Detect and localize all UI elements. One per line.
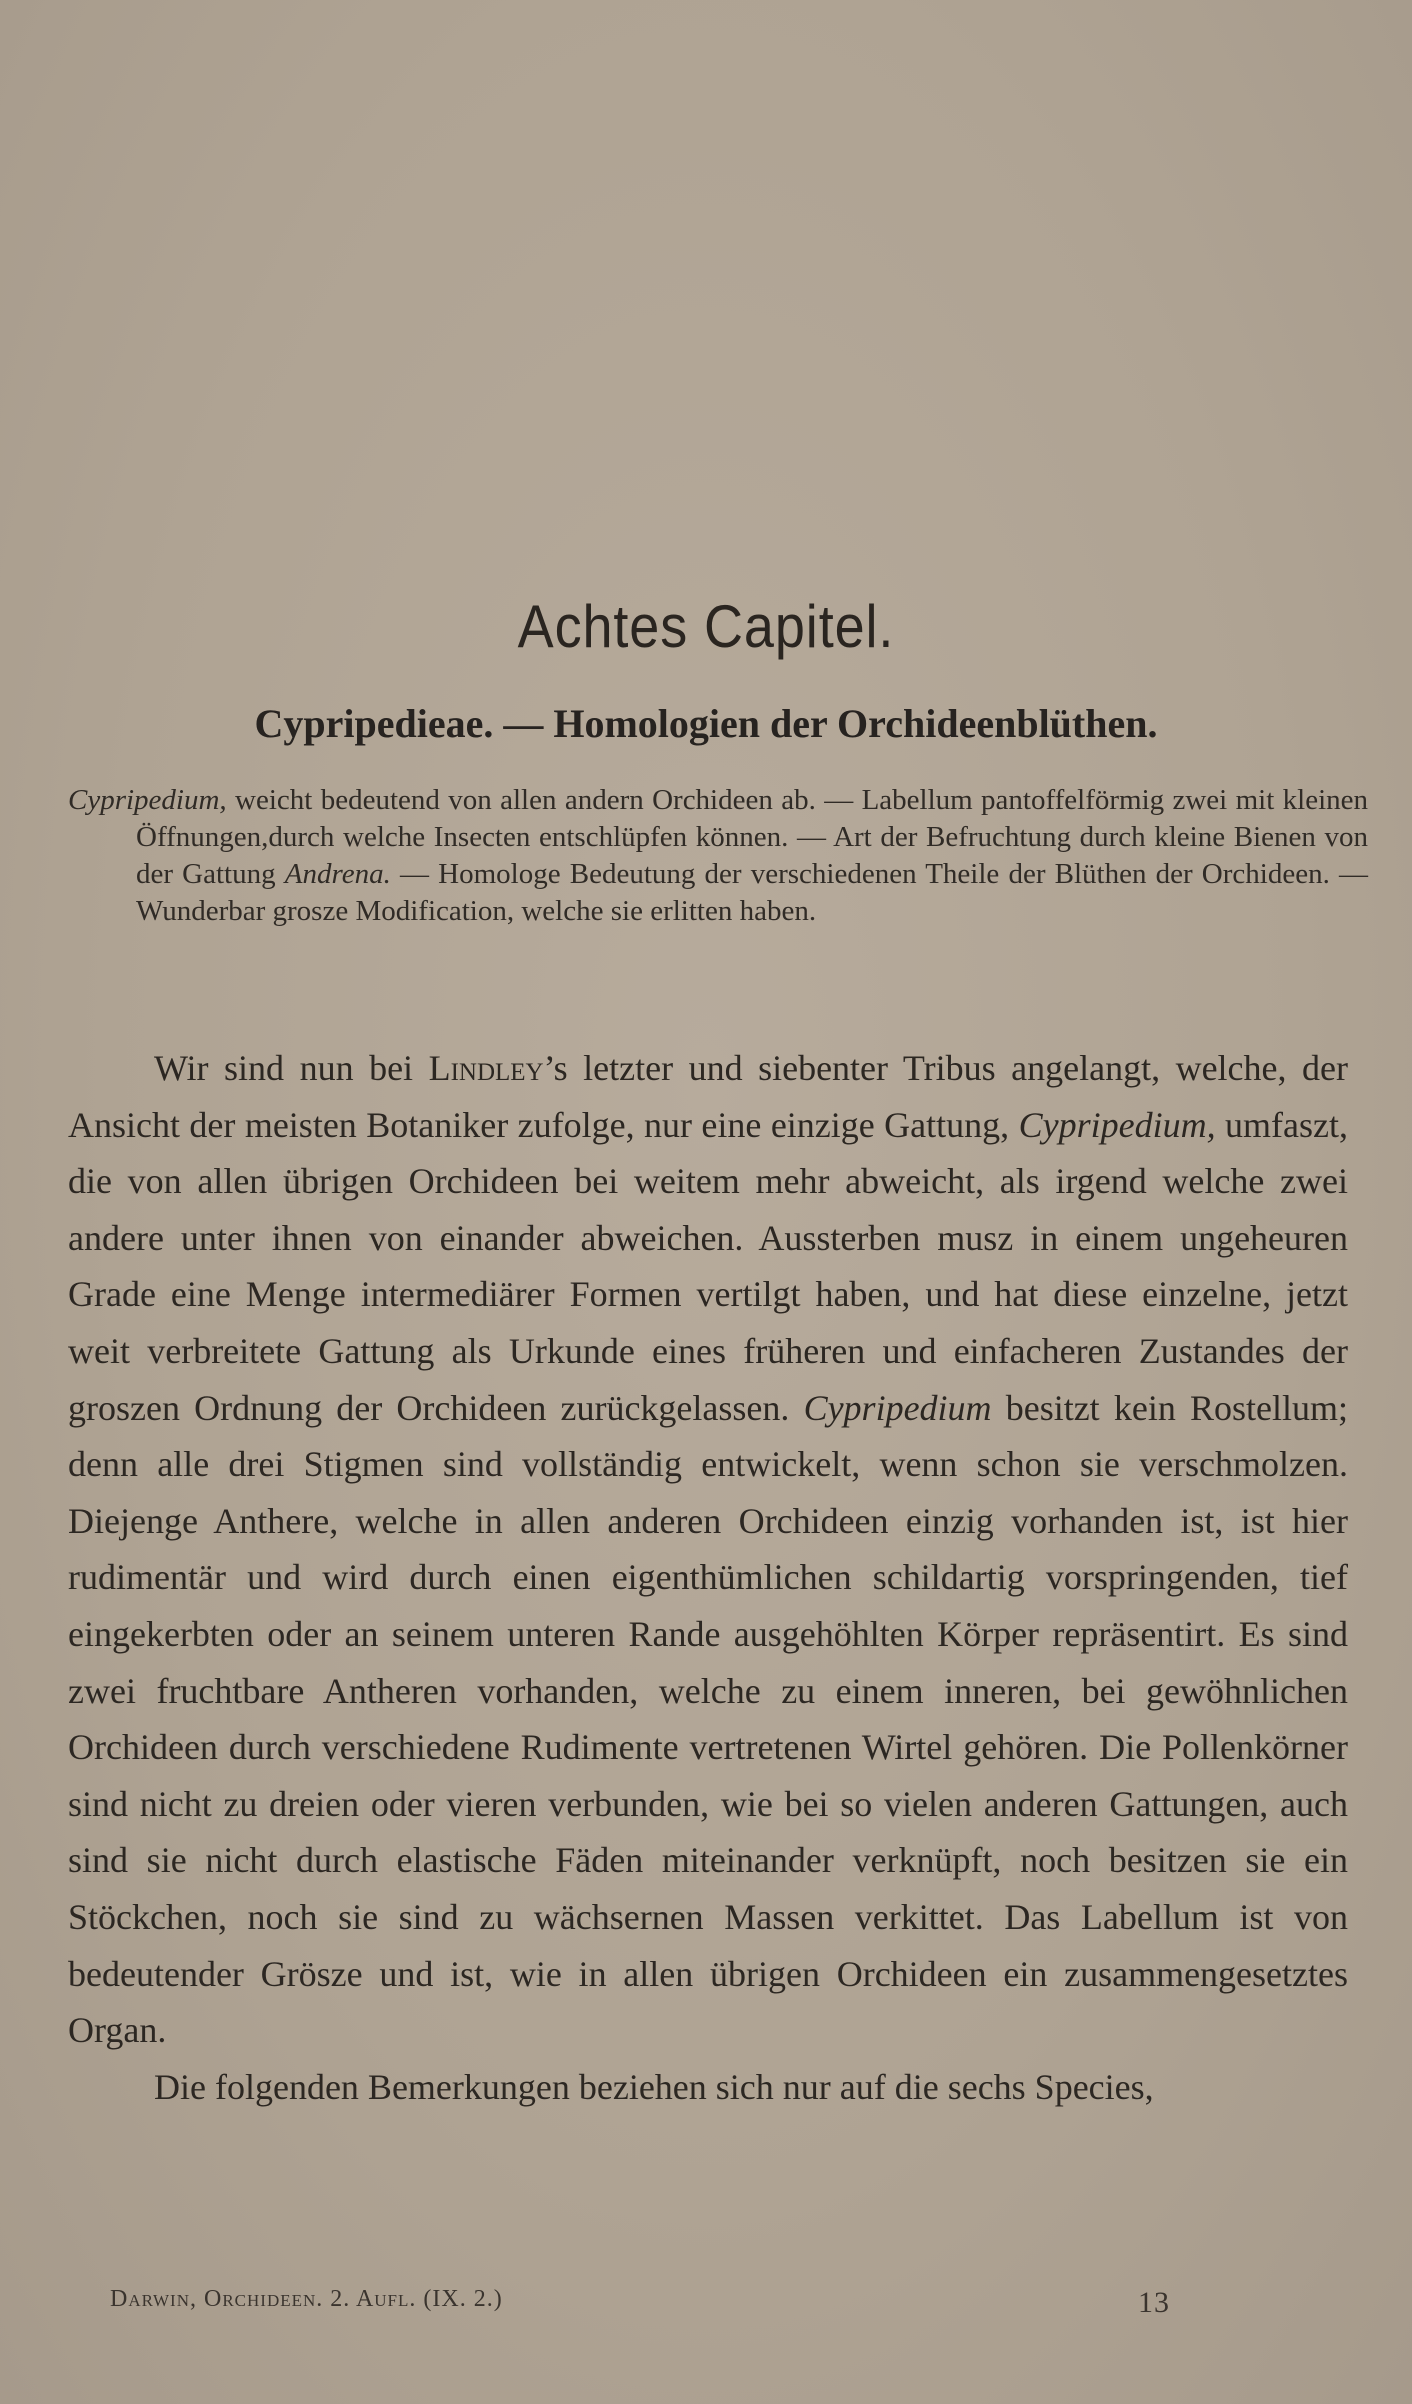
body-text-1c: umfaszt, die von allen übrigen Orchideen bei weitem mehr abweicht, als irgend welche zwei andere unter ihnen von einander abweichen. Aussterben musz in einem ungeheuren Grade eine Menge intermediärer Formen vertilgt haben, und hat diese einzelne, jetzt weit verbreitete Gattung als Urkunde eines früheren und einfacheren Zustandes der groszen Ordnung der Orchideen zurückgelassen.: [68, 1104, 1348, 1428]
body-paragraph-1: [68, 1040, 1348, 2059]
summary-genus-name: Cypripedium,: [68, 784, 227, 816]
genus-name-italic-1: Cypripedium,: [1018, 1104, 1216, 1145]
chapter-summary: [68, 782, 1368, 930]
body-paragraph-2: Die folgenden Bemerkungen beziehen sich nur auf die sechs Species,: [154, 2066, 1154, 2107]
chapter-subtitle: Cypripedieae. — Homologien der Orchideenblüthen.: [254, 701, 1158, 746]
body-text-1b: ’s letzter und siebenter Tribus angelangt, welche, der Ansicht der meisten Botaniker zufolge, nur eine einzige Gattung,: [68, 1048, 1348, 1145]
page-number: 13: [1138, 2286, 1170, 2319]
author-name: Lindley: [428, 1048, 544, 1088]
body-text-1d: besitzt kein Rostellum; denn alle drei Stigmen sind vollständig entwickelt, wenn schon sie verschmolzen. Diejenge Anthere, welche in allen anderen Orchideen einzig vorhanden ist, ist hier rudimentär und wird durch einen eigenthümlichen schildartig vorspringenden, tief eingekerbten oder an seinem unteren Rande ausgehöhlten Körper repräsentirt. Es sind zwei fruchtbare Antheren vorhanden, welche zu einem inneren, bei gewöhnlichen Orchideen durch verschiedene Rudimente vertretenen Wirtel gehören. Die Pollenkörner sind nicht zu dreien oder vieren verbunden, wie bei so vielen anderen Gattungen, auch sind sie nicht durch elastische Fäden miteinander verknüpft, noch besitzen sie ein Stöckchen, noch sie sind zu wächsernen Massen verkittet. Das Labellum ist von bedeutender Grösze und ist, wie in allen übrigen Orchideen ein zusammengesetztes Organ.: [68, 1387, 1349, 2051]
page-footer: [110, 2286, 1170, 2320]
summary-text-1: weicht bedeutend von allen andern Orchideen ab. — Labellum pantoffelförmig zwei mit kleinen Öffnungen,durch welche Insecten entschlüpfen können. — Art der Befruchtung durch kleine Bienen von der Gattung: [136, 784, 1368, 890]
genus-name-italic-2: Cypripedium: [803, 1387, 992, 1428]
summary-text-2: — Homologe Bedeutung der verschiedenen Theile der Blüthen der Orchideen. — Wunderbar grosze Modification, welche sie erlitten haben.: [136, 858, 1368, 927]
chapter-title: Achtes Capitel.: [517, 593, 895, 660]
printer-signature: Darwin, Orchideen. 2. Aufl. (IX. 2.): [110, 2286, 503, 2312]
body-text: [68, 1040, 1348, 2115]
summary-paragraph: [68, 782, 1368, 930]
summary-bee-genus: Andrena.: [284, 858, 391, 890]
body-text-1a: Wir sind nun bei: [154, 1048, 429, 1088]
